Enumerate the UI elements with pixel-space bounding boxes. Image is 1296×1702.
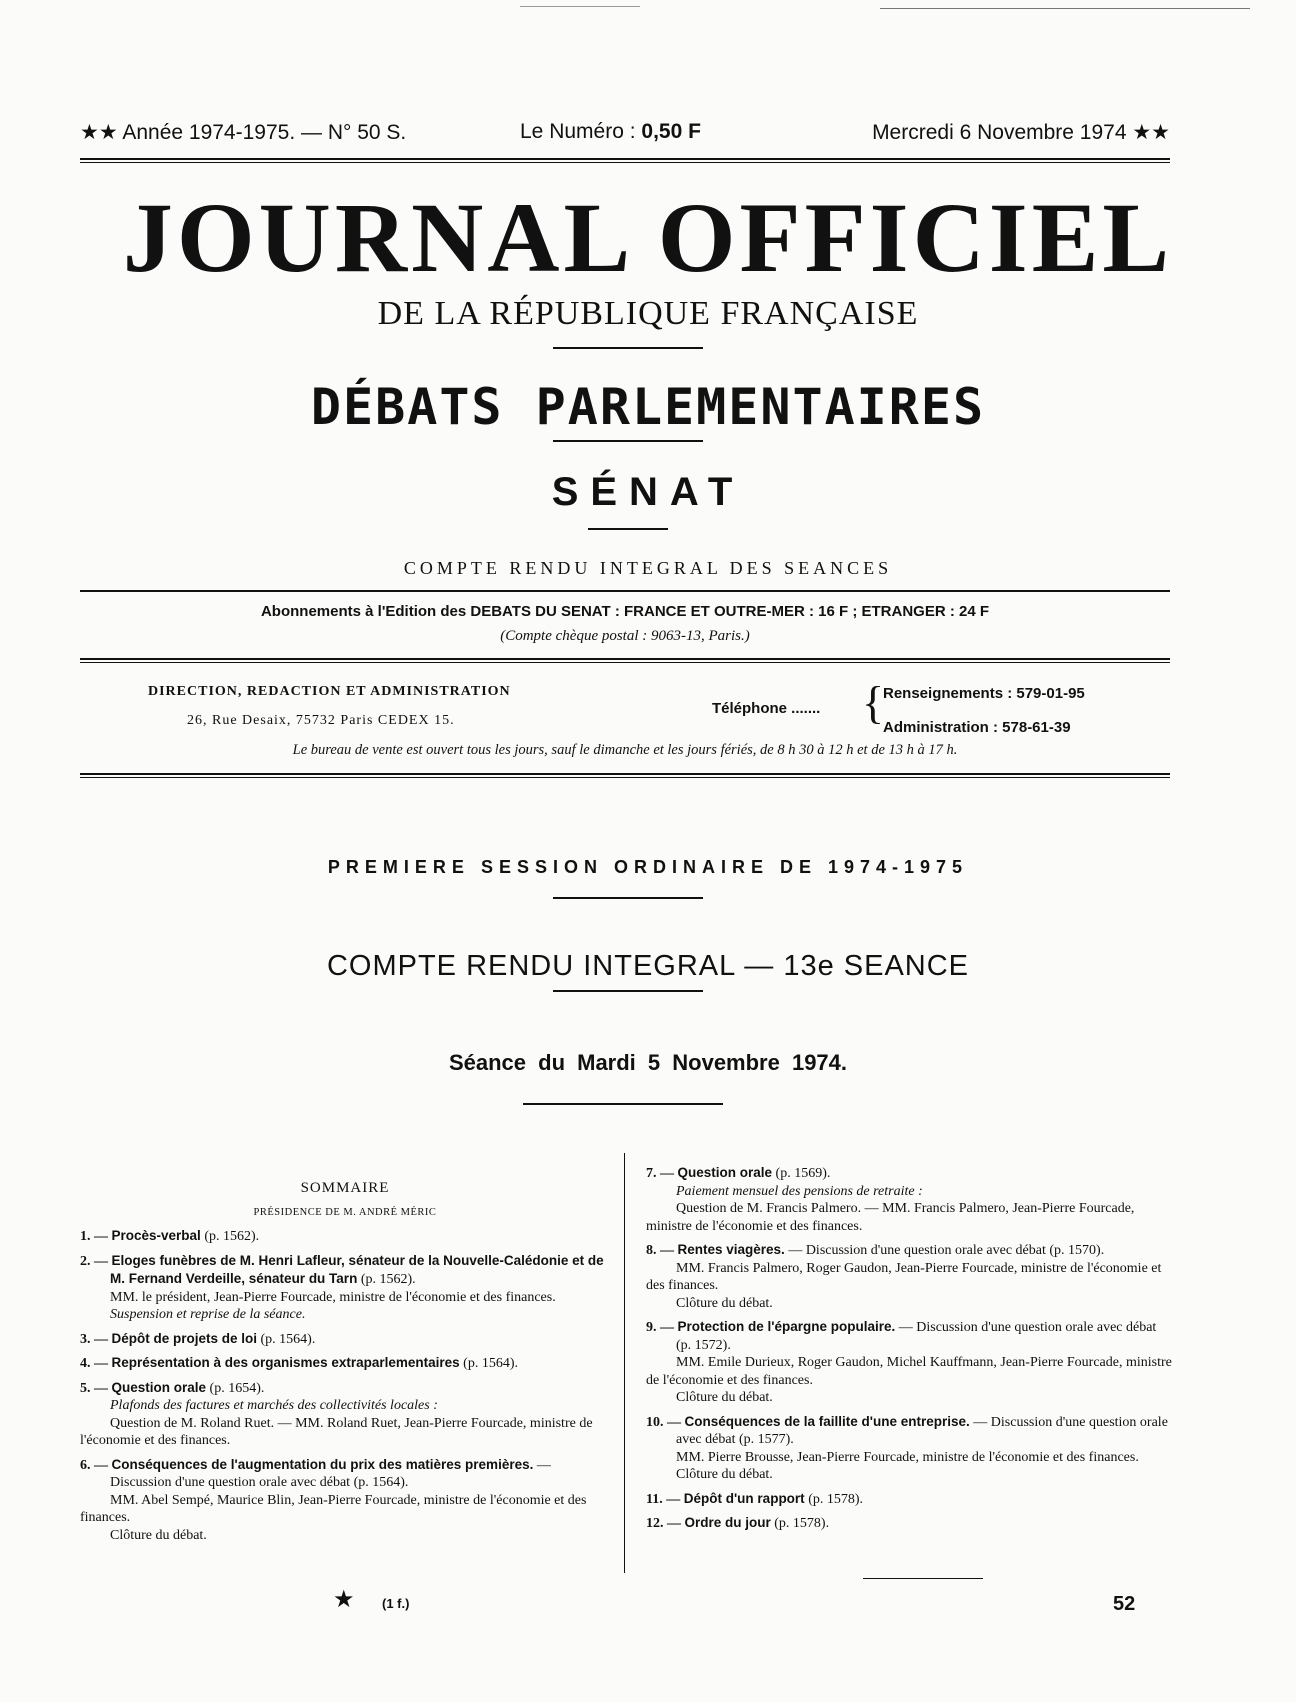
session-title: PREMIERE SESSION ORDINAIRE DE 1974-1975	[327, 857, 969, 877]
item-reference: (p. 1562).	[200, 1229, 260, 1244]
divider	[553, 990, 703, 992]
header-date: Mercredi 6 Novembre 1974 ★★	[872, 121, 1170, 144]
item-number: 2. —	[80, 1253, 108, 1269]
item-detail: MM. Pierre Brousse, Jean-Pierre Fourcade, ministre de l'économie et des finances.	[676, 1449, 1139, 1465]
divider	[523, 1103, 723, 1105]
direction-title: DIRECTION, REDACTION ET ADMINISTRATION	[148, 684, 511, 699]
sommaire-item	[80, 1252, 610, 1289]
item-detail: Clôture du débat.	[676, 1390, 773, 1405]
numero-prix: 0,50 F	[641, 120, 701, 143]
item-detail: Question de M. Francis Palmero. — MM. Francis Palmero, Jean-Pierre Fourcade, ministre de l'économie et des finances.	[646, 1201, 1135, 1234]
item-detail: Clôture du débat.	[676, 1467, 773, 1482]
item-heading: Procès-verbal	[111, 1228, 201, 1243]
item-heading: Représentation à des organismes extraparlementaires	[111, 1355, 460, 1370]
item-detail: MM. Abel Sempé, Maurice Blin, Jean-Pierre Fourcade, ministre de l'économie et des finances.	[80, 1492, 587, 1525]
item-detail: Question de M. Roland Ruet. — MM. Roland Ruet, Jean-Pierre Fourcade, ministre de l'économie et des finances.	[80, 1415, 593, 1448]
item-reference: — Discussion d'une question orale avec débat (p. 1564).	[110, 1457, 551, 1490]
journal-title: JOURNAL OFFICIEL	[122, 182, 1174, 293]
item-reference: (p. 1569).	[772, 1166, 831, 1181]
chamber-title: SÉNAT	[551, 470, 745, 514]
presidence-label: PRÉSIDENCE DE M. ANDRÉ MÉRIC	[253, 1206, 437, 1218]
item-reference: — Discussion d'une question orale avec débat (p. 1572).	[676, 1320, 1157, 1353]
end-rule	[863, 1578, 983, 1579]
sommaire-right-column	[646, 1158, 1172, 1533]
item-detail: MM. le président, Jean-Pierre Fourcade, ministre de l'économie et des finances.	[110, 1289, 556, 1305]
item-number: 7. —	[646, 1166, 674, 1181]
item-detail: Clôture du débat.	[110, 1527, 207, 1543]
item-number: 11. —	[646, 1491, 681, 1507]
sommaire-item	[80, 1456, 610, 1492]
item-reference: — Discussion d'une question orale avec débat (p. 1577).	[676, 1414, 1168, 1447]
telephone-label: Téléphone .......	[712, 700, 821, 717]
item-heading: Ordre du jour	[684, 1515, 771, 1530]
item-subtitle: Suspension et reprise de la séance.	[110, 1307, 306, 1322]
compte-cheque-line: (Compte chèque postal : 9063-13, Paris.)	[500, 628, 750, 644]
item-reference: (p. 1578).	[770, 1516, 830, 1531]
sommaire-item	[646, 1413, 1172, 1449]
sommaire-title: SOMMAIRE	[300, 1180, 390, 1196]
item-number: 8. —	[646, 1243, 674, 1258]
item-heading: Question orale	[677, 1165, 773, 1180]
item-number: 5. —	[80, 1380, 108, 1396]
item-number: 10. —	[646, 1414, 681, 1430]
sommaire-item	[646, 1241, 1172, 1260]
scan-artifact-line	[520, 6, 640, 7]
item-number: 9. —	[646, 1320, 674, 1335]
numero-label: Le Numéro :	[520, 120, 636, 143]
item-detail: MM. Emile Durieux, Roger Gaudon, Michel Kauffmann, Jean-Pierre Fourcade, ministre de l'économie et des finances.	[646, 1355, 1172, 1388]
star-icon: ★	[333, 1587, 355, 1613]
sommaire-item	[80, 1354, 610, 1373]
sommaire-item	[80, 1227, 610, 1246]
item-heading: Conséquences de la faillite d'une entreprise.	[684, 1413, 970, 1429]
sommaire-item	[80, 1330, 610, 1349]
telephone-brace: {	[862, 677, 885, 728]
item-heading: Rentes viagères.	[677, 1242, 785, 1257]
compte-rendu-label: COMPTE RENDU INTEGRAL DES SEANCES	[403, 558, 893, 578]
item-heading: Conséquences de l'augmentation du prix des matières premières.	[111, 1456, 534, 1472]
header-rule	[80, 158, 1170, 163]
abonnements-line: Abonnements à l'Edition des DEBATS DU SENAT : FRANCE ET OUTRE-MER : 16 F ; ETRANGER : 24 F	[260, 603, 990, 620]
sommaire-item	[646, 1164, 1172, 1183]
column-divider	[624, 1153, 625, 1573]
header-annee: ★★ Année 1974-1975. — N° 50 S.	[80, 121, 407, 144]
sommaire-item	[80, 1379, 610, 1398]
rule	[80, 658, 1170, 663]
item-reference: (p. 1564).	[257, 1331, 316, 1347]
sommaire-left-column	[80, 1180, 610, 1544]
bureau-de-vente: Le bureau de vente est ouvert tous les jours, sauf le dimanche et les jours fériés, de 8 h 30 à 12 h et de 13 h à 17 h.	[292, 742, 958, 758]
item-detail: MM. Francis Palmero, Roger Gaudon, Jean-Pierre Fourcade, ministre de l'économie et des finances.	[646, 1260, 1162, 1293]
item-number: 3. —	[80, 1331, 108, 1347]
item-reference: (p. 1578).	[804, 1491, 864, 1507]
item-heading: Dépôt d'un rapport	[683, 1490, 805, 1506]
telephone-renseignements: Renseignements : 579-01-95	[883, 685, 1085, 702]
item-reference: — Discussion d'une question orale avec débat (p. 1570).	[784, 1243, 1105, 1258]
item-reference: (p. 1562).	[357, 1272, 416, 1287]
item-heading: Eloges funèbres de M. Henri Lafleur, sénateur de la Nouvelle-Calédonie et de M. Fernand Verdeille, sénateur du Tarn	[110, 1252, 604, 1286]
divider	[553, 440, 703, 442]
divider	[588, 528, 668, 530]
sommaire-item	[646, 1514, 1172, 1533]
item-reference: (p. 1564).	[459, 1356, 518, 1371]
item-number: 12. —	[646, 1516, 681, 1531]
item-number: 1. —	[80, 1229, 108, 1244]
item-heading: Question orale	[111, 1379, 207, 1395]
divider	[553, 347, 703, 349]
item-number: 4. —	[80, 1356, 108, 1371]
header-numero	[520, 120, 701, 144]
page-number: 52	[1113, 1593, 1136, 1615]
item-subtitle: Plafonds des factures et marchés des collectivités locales :	[110, 1398, 438, 1413]
journal-subtitle: DE LA RÉPUBLIQUE FRANÇAISE	[377, 295, 919, 332]
telephone-administration: Administration : 578-61-39	[883, 719, 1071, 736]
debats-title: DÉBATS PARLEMENTAIRES	[310, 378, 986, 436]
item-heading: Protection de l'épargne populaire.	[677, 1319, 896, 1334]
rule	[80, 773, 1170, 778]
imprint-mark: (1 f.)	[382, 1596, 410, 1611]
direction-address: 26, Rue Desaix, 75732 Paris CEDEX 15.	[187, 713, 455, 728]
compte-rendu-seance: COMPTE RENDU INTEGRAL — 13e SEANCE	[326, 950, 970, 982]
divider	[553, 897, 703, 899]
item-heading: Dépôt de projets de loi	[111, 1330, 258, 1346]
item-subtitle: Paiement mensuel des pensions de retraite :	[676, 1183, 923, 1199]
rule	[80, 590, 1170, 592]
sommaire-item	[646, 1318, 1172, 1354]
item-detail: Clôture du débat.	[676, 1295, 773, 1311]
sommaire-item	[646, 1490, 1172, 1509]
seance-date: Séance du Mardi 5 Novembre 1974.	[448, 1050, 848, 1075]
item-reference: (p. 1654).	[206, 1380, 265, 1396]
scan-artifact-line	[880, 8, 1250, 9]
item-number: 6. —	[80, 1457, 108, 1473]
